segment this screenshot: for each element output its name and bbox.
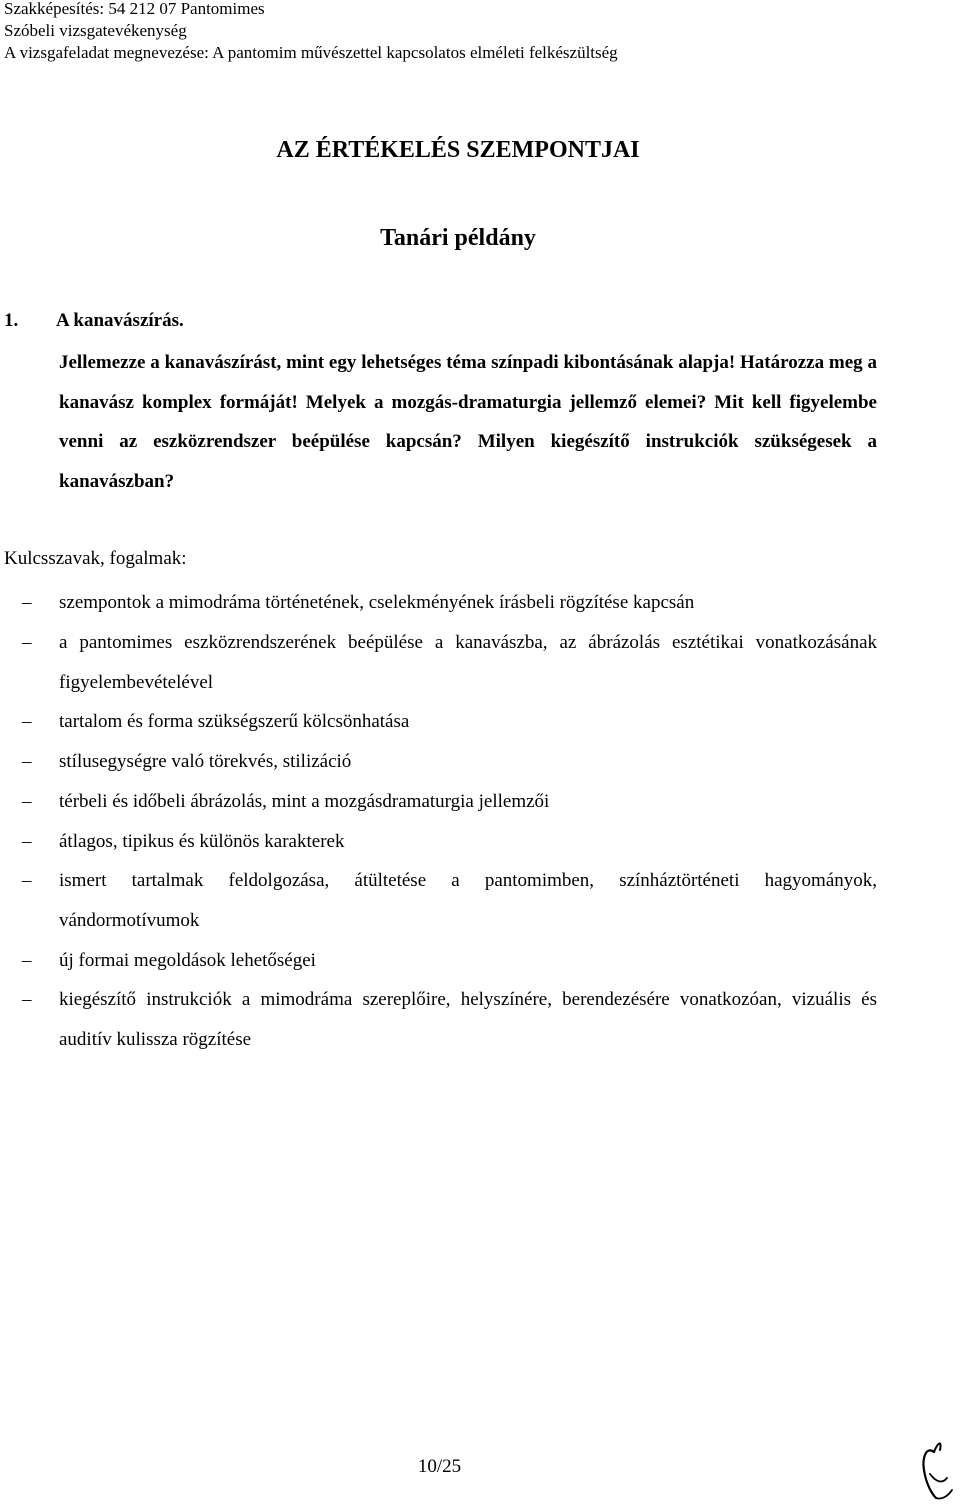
list-item-text: átlagos, tipikus és különös karakterek: [59, 831, 345, 852]
header-activity: Szóbeli vizsgatevékenység: [4, 21, 187, 40]
list-item: [22, 782, 877, 822]
list-item-text: stílusegységre való törekvés, stilizáció: [59, 751, 352, 772]
task-heading: [4, 310, 184, 332]
dash-bullet: –: [22, 989, 32, 1010]
keywords-heading: Kulcsszavak, fogalmak:: [4, 548, 187, 569]
list-item: [22, 702, 877, 742]
header-qualification: Szakképesítés: 54 212 07 Pantomimes: [4, 0, 265, 18]
dash-bullet: –: [22, 751, 32, 772]
dash-bullet: –: [22, 711, 32, 732]
list-item-text: kiegészítő instrukciók a mimodráma szereplőire, helyszínére, berendezésére vonatkozóan, vizuális és auditív kulissza rögzítése: [59, 989, 877, 1050]
list-item: [22, 822, 877, 862]
list-item-text: térbeli és időbeli ábrázolás, mint a mozgásdramaturgia jellemzői: [59, 791, 550, 812]
dash-bullet: –: [22, 791, 32, 812]
list-item: [22, 980, 877, 1060]
list-item-text: a pantomimes eszközrendszerének beépülése a kanavászba, az ábrázolás esztétikai vonatkozásának figyelembevételével: [59, 632, 877, 693]
page-title: AZ ÉRTÉKELÉS SZEMPONTJAI: [276, 137, 640, 163]
signature-icon: [914, 1412, 956, 1507]
list-item: [22, 861, 877, 941]
dash-bullet: –: [22, 870, 32, 891]
dash-bullet: –: [22, 950, 32, 971]
page-number: 10/25: [417, 1456, 462, 1477]
list-item-text: tartalom és forma szükségszerű kölcsönhatása: [59, 711, 410, 732]
list-item: [22, 941, 877, 981]
task-number: 1.: [4, 310, 19, 331]
list-item: [22, 742, 877, 782]
dash-bullet: –: [22, 831, 32, 852]
page-subtitle: Tanári példány: [380, 225, 536, 251]
list-item: [22, 583, 877, 623]
list-item-text: ismert tartalmak feldolgozása, átültetése a pantomimben, színháztörténeti hagyományok, vándormotívumok: [59, 870, 877, 931]
dash-bullet: –: [22, 592, 32, 613]
dash-bullet: –: [22, 632, 32, 653]
list-item-text: új formai megoldások lehetőségei: [59, 950, 316, 971]
list-item-text: szempontok a mimodráma történetének, cselekményének írásbeli rögzítése kapcsán: [59, 592, 695, 613]
list-item: [22, 623, 877, 703]
header-task-name: A vizsgafeladat megnevezése: A pantomim művészettel kapcsolatos elméleti felkészültség: [4, 43, 618, 62]
task-description: Jellemezze a kanavászírást, mint egy lehetséges téma színpadi kibontásának alapja! Határozza meg a kanavász komplex formáját! Melyek a mozgás-dramaturgia jellemző elemei? Mit kell figyelembe venni az eszközrendszer beépülése kapcsán? Milyen kiegészítő instrukciók szükségesek a kanavászban?: [59, 352, 877, 493]
task-title: A kanavászírás.: [56, 310, 184, 331]
